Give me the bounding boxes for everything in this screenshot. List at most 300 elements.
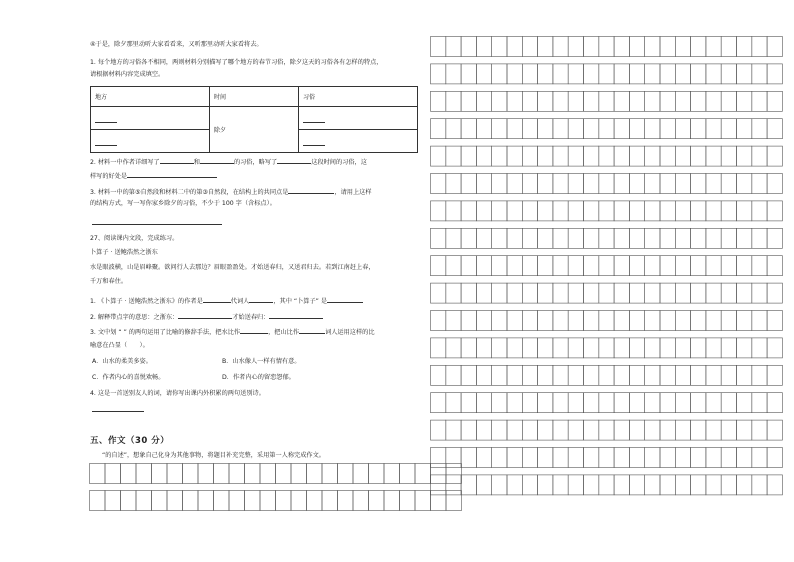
grid-cell[interactable] [353,464,369,484]
grid-cell[interactable] [599,91,614,111]
grid-cell[interactable] [599,311,614,331]
grid-cell[interactable] [629,174,644,194]
grid-cell[interactable] [767,338,782,358]
grid-cell[interactable] [492,365,507,385]
grid-cell[interactable] [737,448,752,468]
grid-cell[interactable] [446,338,461,358]
grid-cell[interactable] [492,475,507,495]
grid-cell[interactable] [675,283,690,303]
grid-cell[interactable] [629,37,644,57]
grid-cell[interactable] [538,37,553,57]
grid-cell[interactable] [752,174,767,194]
grid-cell[interactable] [276,464,292,484]
grid-cell[interactable] [522,37,537,57]
grid-cell[interactable] [461,338,476,358]
grid-cell[interactable] [522,174,537,194]
grid-cell[interactable] [461,146,476,166]
grid-cell[interactable] [568,119,583,139]
grid-cell[interactable] [614,393,629,413]
grid-cell[interactable] [568,228,583,248]
grid-cell[interactable] [121,464,137,484]
grid-cell[interactable] [522,228,537,248]
grid-cell[interactable] [446,201,461,221]
grid-cell[interactable] [461,91,476,111]
grid-cell[interactable] [476,91,491,111]
grid-cell[interactable] [568,420,583,440]
grid-cell[interactable] [167,491,183,511]
grid-cell[interactable] [568,174,583,194]
grid-cell[interactable] [660,91,675,111]
grid-cell[interactable] [538,311,553,331]
grid-cell[interactable] [614,283,629,303]
grid-cell[interactable] [691,37,706,57]
table-cell-custom-2[interactable] [299,130,418,153]
grid-cell[interactable] [614,37,629,57]
grid-cell[interactable] [737,365,752,385]
grid-cell[interactable] [645,256,660,276]
grid-cell[interactable] [675,365,690,385]
grid-cell[interactable] [446,228,461,248]
grid-cell[interactable] [721,365,736,385]
grid-cell[interactable] [706,448,721,468]
grid-cell[interactable] [629,338,644,358]
grid-cell[interactable] [629,228,644,248]
grid-cell[interactable] [706,91,721,111]
grid-cell[interactable] [446,393,461,413]
grid-cell[interactable] [492,64,507,84]
grid-cell[interactable] [568,64,583,84]
grid-cell[interactable] [675,228,690,248]
grid-cell[interactable] [214,464,230,484]
grid-cell[interactable] [568,91,583,111]
grid-cell[interactable] [476,365,491,385]
grid-cell[interactable] [737,174,752,194]
grid-cell[interactable] [431,64,446,84]
grid-cell[interactable] [507,119,522,139]
grid-cell[interactable] [507,420,522,440]
grid-cell[interactable] [522,201,537,221]
grid-cell[interactable] [584,448,599,468]
grid-cell[interactable] [492,338,507,358]
grid-cell[interactable] [476,119,491,139]
grid-cell[interactable] [767,119,782,139]
grid-cell[interactable] [660,37,675,57]
grid-cell[interactable] [167,464,183,484]
grid-cell[interactable] [614,311,629,331]
grid-cell[interactable] [446,256,461,276]
grid-cell[interactable] [90,491,106,511]
grid-cell[interactable] [538,228,553,248]
grid-cell[interactable] [675,64,690,84]
grid-cell[interactable] [767,256,782,276]
grid-cell[interactable] [599,475,614,495]
grid-cell[interactable] [90,464,106,484]
grid-cell[interactable] [614,174,629,194]
grid-cell[interactable] [721,119,736,139]
grid-cell[interactable] [767,365,782,385]
grid-cell[interactable] [660,64,675,84]
grid-cell[interactable] [522,91,537,111]
grid-cell[interactable] [568,37,583,57]
answer-blank[interactable] [203,296,231,303]
grid-cell[interactable] [507,174,522,194]
composition-grid-bottom[interactable] [89,463,462,516]
option-d[interactable]: D．作者内心的留恋怨郁。 [222,374,295,381]
grid-cell[interactable] [645,37,660,57]
grid-cell[interactable] [737,393,752,413]
grid-cell[interactable] [522,64,537,84]
grid-cell[interactable] [706,420,721,440]
grid-cell[interactable] [507,256,522,276]
grid-cell[interactable] [431,201,446,221]
grid-cell[interactable] [446,37,461,57]
grid-cell[interactable] [614,228,629,248]
grid-cell[interactable] [476,283,491,303]
grid-cell[interactable] [614,64,629,84]
grid-cell[interactable] [629,420,644,440]
grid-cell[interactable] [767,283,782,303]
grid-cell[interactable] [522,365,537,385]
grid-cell[interactable] [415,464,431,484]
grid-cell[interactable] [568,146,583,166]
grid-cell[interactable] [752,146,767,166]
grid-cell[interactable] [767,420,782,440]
grid-cell[interactable] [538,448,553,468]
grid-cell[interactable] [446,311,461,331]
grid-cell[interactable] [767,64,782,84]
grid-cell[interactable] [629,393,644,413]
grid-cell[interactable] [431,228,446,248]
grid-cell[interactable] [737,283,752,303]
grid-cell[interactable] [584,338,599,358]
grid-cell[interactable] [307,491,323,511]
grid-cell[interactable] [369,491,385,511]
grid-cell[interactable] [660,338,675,358]
grid-cell[interactable] [291,491,307,511]
grid-cell[interactable] [629,91,644,111]
grid-cell[interactable] [507,311,522,331]
grid-cell[interactable] [431,283,446,303]
grid-cell[interactable] [721,91,736,111]
grid-cell[interactable] [105,491,121,511]
grid-cell[interactable] [568,365,583,385]
grid-cell[interactable] [446,283,461,303]
grid-cell[interactable] [752,37,767,57]
grid-cell[interactable] [476,37,491,57]
grid-cell[interactable] [599,393,614,413]
grid-cell[interactable] [752,420,767,440]
grid-cell[interactable] [614,146,629,166]
grid-cell[interactable] [431,475,446,495]
grid-cell[interactable] [522,311,537,331]
grid-cell[interactable] [706,283,721,303]
grid-cell[interactable] [706,475,721,495]
grid-cell[interactable] [553,119,568,139]
grid-cell[interactable] [553,37,568,57]
grid-cell[interactable] [614,448,629,468]
grid-cell[interactable] [553,174,568,194]
grid-cell[interactable] [706,146,721,166]
grid-cell[interactable] [645,91,660,111]
grid-cell[interactable] [706,228,721,248]
grid-cell[interactable] [538,201,553,221]
grid-cell[interactable] [614,475,629,495]
grid-cell[interactable] [599,174,614,194]
grid-cell[interactable] [553,228,568,248]
grid-cell[interactable] [492,91,507,111]
grid-cell[interactable] [645,475,660,495]
grid-cell[interactable] [307,464,323,484]
grid-cell[interactable] [645,146,660,166]
grid-cell[interactable] [629,201,644,221]
grid-cell[interactable] [706,393,721,413]
grid-cell[interactable] [121,491,137,511]
grid-cell[interactable] [431,37,446,57]
grid-cell[interactable] [737,311,752,331]
grid-cell[interactable] [752,475,767,495]
grid-cell[interactable] [461,201,476,221]
grid-cell[interactable] [599,64,614,84]
grid-cell[interactable] [553,64,568,84]
grid-cell[interactable] [553,365,568,385]
grid-cell[interactable] [431,91,446,111]
grid-cell[interactable] [584,365,599,385]
grid-cell[interactable] [476,201,491,221]
answer-blank[interactable] [327,296,363,303]
grid-cell[interactable] [691,174,706,194]
grid-cell[interactable] [492,119,507,139]
grid-cell[interactable] [614,91,629,111]
grid-cell[interactable] [492,448,507,468]
grid-cell[interactable] [522,448,537,468]
grid-cell[interactable] [461,37,476,57]
grid-cell[interactable] [706,365,721,385]
answer-blank[interactable] [277,157,311,164]
answer-blank[interactable] [160,157,194,164]
grid-cell[interactable] [629,146,644,166]
grid-cell[interactable] [629,283,644,303]
grid-cell[interactable] [538,91,553,111]
grid-cell[interactable] [538,283,553,303]
grid-cell[interactable] [522,283,537,303]
grid-cell[interactable] [629,448,644,468]
grid-cell[interactable] [706,119,721,139]
grid-cell[interactable] [645,393,660,413]
grid-cell[interactable] [461,420,476,440]
option-a[interactable]: A．山水的柔美多姿。 [92,358,152,365]
grid-cell[interactable] [584,393,599,413]
grid-cell[interactable] [353,491,369,511]
grid-cell[interactable] [691,311,706,331]
grid-cell[interactable] [431,256,446,276]
grid-cell[interactable] [431,448,446,468]
grid-cell[interactable] [461,228,476,248]
grid-cell[interactable] [721,448,736,468]
grid-cell[interactable] [660,146,675,166]
answer-blank[interactable] [288,187,334,194]
grid-cell[interactable] [507,475,522,495]
grid-cell[interactable] [629,256,644,276]
grid-cell[interactable] [660,228,675,248]
grid-cell[interactable] [584,37,599,57]
grid-cell[interactable] [721,256,736,276]
grid-cell[interactable] [584,256,599,276]
grid-cell[interactable] [446,91,461,111]
grid-cell[interactable] [476,420,491,440]
grid-cell[interactable] [706,201,721,221]
grid-cell[interactable] [691,119,706,139]
grid-cell[interactable] [584,146,599,166]
grid-cell[interactable] [568,201,583,221]
grid-cell[interactable] [737,146,752,166]
grid-cell[interactable] [614,201,629,221]
grid-cell[interactable] [706,37,721,57]
grid-cell[interactable] [538,64,553,84]
answer-blank[interactable] [200,157,234,164]
grid-cell[interactable] [645,338,660,358]
grid-cell[interactable] [568,448,583,468]
grid-cell[interactable] [553,283,568,303]
grid-cell[interactable] [245,464,261,484]
grid-cell[interactable] [492,311,507,331]
grid-cell[interactable] [507,37,522,57]
grid-cell[interactable] [752,393,767,413]
grid-cell[interactable] [476,311,491,331]
grid-cell[interactable] [629,475,644,495]
grid-cell[interactable] [476,475,491,495]
grid-cell[interactable] [136,464,152,484]
grid-cell[interactable] [721,311,736,331]
grid-cell[interactable] [599,365,614,385]
grid-cell[interactable] [660,283,675,303]
grid-cell[interactable] [660,448,675,468]
grid-cell[interactable] [492,37,507,57]
grid-cell[interactable] [691,91,706,111]
grid-cell[interactable] [446,420,461,440]
grid-cell[interactable] [553,256,568,276]
grid-cell[interactable] [476,393,491,413]
grid-cell[interactable] [584,119,599,139]
grid-cell[interactable] [446,475,461,495]
answer-blank[interactable] [240,327,268,334]
grid-cell[interactable] [492,256,507,276]
grid-cell[interactable] [291,464,307,484]
grid-cell[interactable] [322,491,338,511]
grid-cell[interactable] [553,201,568,221]
grid-cell[interactable] [584,420,599,440]
grid-cell[interactable] [645,448,660,468]
grid-cell[interactable] [767,146,782,166]
grid-cell[interactable] [461,475,476,495]
grid-cell[interactable] [721,338,736,358]
grid-cell[interactable] [492,228,507,248]
grid-cell[interactable] [721,228,736,248]
grid-cell[interactable] [553,146,568,166]
grid-cell[interactable] [183,464,199,484]
grid-cell[interactable] [461,393,476,413]
grid-cell[interactable] [229,491,245,511]
grid-cell[interactable] [721,475,736,495]
grid-cell[interactable] [675,448,690,468]
grid-cell[interactable] [476,146,491,166]
grid-cell[interactable] [431,365,446,385]
grid-cell[interactable] [507,365,522,385]
grid-cell[interactable] [706,338,721,358]
grid-cell[interactable] [767,448,782,468]
grid-cell[interactable] [369,464,385,484]
grid-cell[interactable] [752,228,767,248]
grid-cell[interactable] [767,37,782,57]
grid-cell[interactable] [752,448,767,468]
grid-cell[interactable] [691,448,706,468]
grid-cell[interactable] [492,174,507,194]
grid-cell[interactable] [737,420,752,440]
grid-cell[interactable] [538,475,553,495]
grid-cell[interactable] [105,464,121,484]
grid-cell[interactable] [446,119,461,139]
grid-cell[interactable] [645,283,660,303]
grid-cell[interactable] [507,283,522,303]
grid-cell[interactable] [691,338,706,358]
grid-cell[interactable] [507,146,522,166]
grid-cell[interactable] [507,91,522,111]
grid-cell[interactable] [538,119,553,139]
composition-grid-right[interactable] [430,36,794,504]
answer-blank[interactable] [178,312,232,319]
grid-cell[interactable] [568,393,583,413]
grid-cell[interactable] [198,464,214,484]
answer-line[interactable] [92,224,222,225]
grid-cell[interactable] [675,146,690,166]
grid-cell[interactable] [136,491,152,511]
grid-cell[interactable] [415,491,431,511]
grid-cell[interactable] [431,420,446,440]
grid-cell[interactable] [584,64,599,84]
grid-cell[interactable] [400,491,416,511]
grid-cell[interactable] [629,311,644,331]
grid-cell[interactable] [721,283,736,303]
grid-cell[interactable] [706,256,721,276]
answer-blank[interactable] [299,327,325,334]
table-cell-custom-1[interactable] [299,107,418,130]
answer-blank[interactable] [249,296,273,303]
grid-cell[interactable] [660,201,675,221]
grid-cell[interactable] [767,91,782,111]
grid-cell[interactable] [446,174,461,194]
grid-cell[interactable] [538,256,553,276]
grid-cell[interactable] [584,311,599,331]
grid-cell[interactable] [522,119,537,139]
grid-cell[interactable] [568,283,583,303]
grid-cell[interactable] [645,174,660,194]
grid-cell[interactable] [721,420,736,440]
grid-cell[interactable] [538,420,553,440]
grid-cell[interactable] [660,119,675,139]
grid-cell[interactable] [492,146,507,166]
grid-cell[interactable] [737,228,752,248]
grid-cell[interactable] [752,91,767,111]
grid-cell[interactable] [492,283,507,303]
grid-cell[interactable] [767,228,782,248]
grid-cell[interactable] [599,146,614,166]
grid-cell[interactable] [183,491,199,511]
grid-cell[interactable] [584,174,599,194]
grid-cell[interactable] [507,338,522,358]
grid-cell[interactable] [706,174,721,194]
grid-cell[interactable] [338,491,354,511]
grid-cell[interactable] [522,393,537,413]
grid-cell[interactable] [584,283,599,303]
